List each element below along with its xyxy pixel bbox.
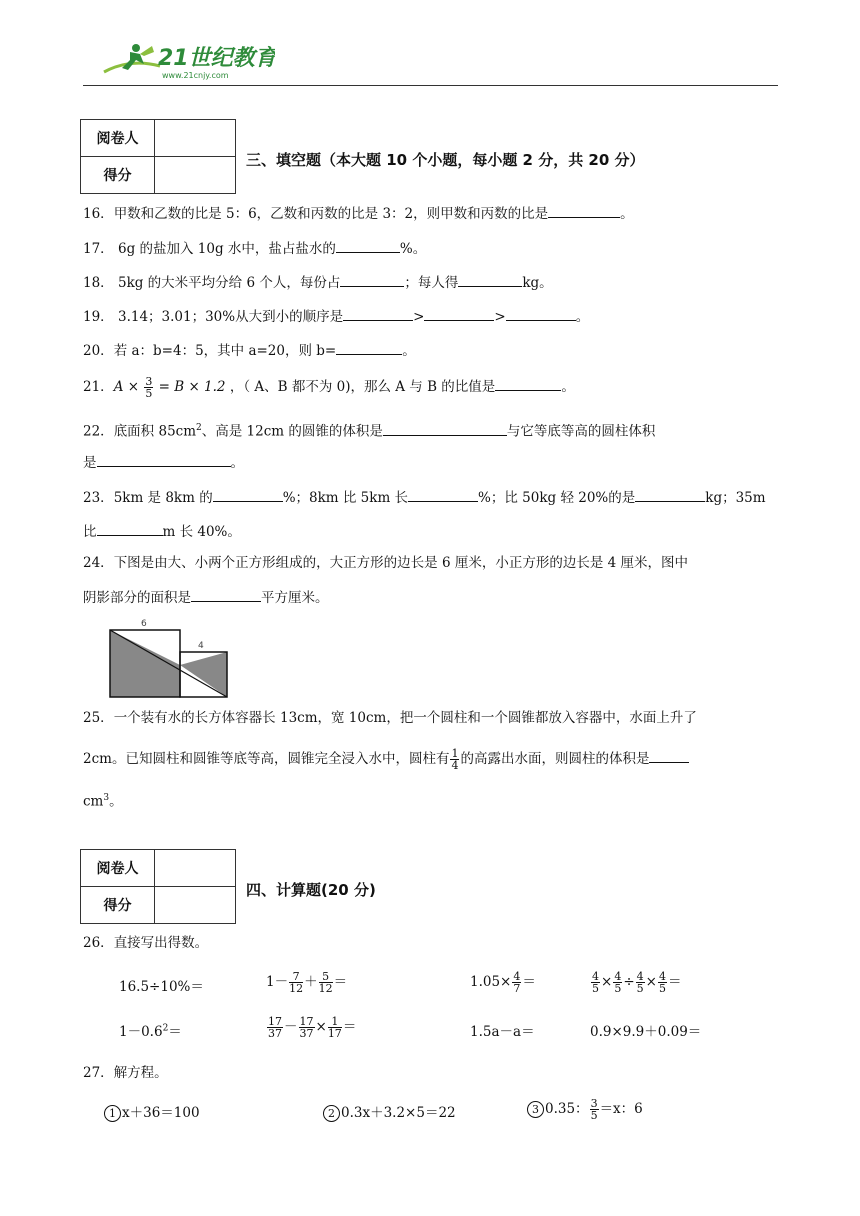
label-small-square: 4 [198, 641, 204, 651]
answer-blank[interactable] [97, 452, 231, 467]
score-label: 得分 [81, 157, 155, 194]
answer-blank[interactable] [336, 238, 400, 253]
logo-text: 21世纪教育 [158, 46, 275, 71]
score-table-section3 [80, 119, 236, 194]
question-27: 27．解方程。 [83, 1065, 168, 1081]
equation-3: 3 0.35： $\frac{3}{5}$ ＝x：6 [527, 1097, 643, 1121]
question-25-line3: $cm^3$。 [83, 793, 123, 810]
answer-blank[interactable] [191, 587, 261, 602]
answer-blank[interactable] [548, 203, 620, 218]
question-18: 18． 5kg 的大米平均分给 6 个人，每份占 ；每人得 kg。 [83, 272, 553, 293]
question-22-line2: 是 。 [83, 452, 244, 473]
answer-blank[interactable] [458, 272, 522, 287]
calc-item-1: 16.5÷10%＝ [119, 979, 204, 995]
answer-blank[interactable] [343, 306, 413, 321]
calc-item-4: $\frac{4}{5}$ × $\frac{4}{5}$ ÷ $\frac{4}{5}$ × $\frac{4}{5}$ ＝ [592, 970, 682, 995]
section3-title: 三、填空题（本大题 10 个小题，每小题 2 分，共 20 分） [246, 151, 645, 169]
score-table-section4 [80, 849, 236, 924]
calc-item-2: 1－ $\frac{7}{12}$ ＋ $\frac{5}{12}$ ＝ [266, 970, 348, 995]
squares-figure [106, 616, 236, 706]
answer-blank[interactable] [424, 306, 494, 321]
reviewer-label: 阅卷人 [81, 120, 155, 157]
question-19: 19． 3.14；3.01；30%从大到小的顺序是 > > 。 [83, 306, 589, 327]
question-17: 17． 6g 的盐加入 10g 水中，盐占盐水的 %。 [83, 238, 426, 259]
answer-blank[interactable] [495, 376, 561, 391]
answer-blank[interactable] [408, 487, 478, 502]
circled-number: 2 [323, 1105, 340, 1122]
label-big-square: 6 [141, 619, 147, 629]
score-label: 得分 [81, 887, 155, 924]
question-26: 26．直接写出得数。 [83, 935, 209, 951]
reviewer-cell[interactable] [155, 850, 236, 887]
question-25: 25．一个装有水的长方体容器长 13cm，宽 10cm，把一个圆柱和一个圆锥都放入容器中，水面上升了 [83, 710, 697, 726]
question-24: 24．下图是由大、小两个正方形组成的，大正方形的边长是 6 厘米，小正方形的边长是 4 厘米，图中 [83, 555, 689, 571]
answer-blank[interactable] [506, 306, 576, 321]
site-logo [100, 38, 275, 88]
question-25-line2: 2cm。已知圆柱和圆锥等底等高，圆锥完全浸入水中，圆柱有 $\frac{1}{4}$ 的高露出水面，则圆柱的体积是 [83, 748, 689, 771]
question-24-line2: 阴影部分的面积是 平方厘米。 [83, 587, 329, 608]
reviewer-cell[interactable] [155, 120, 236, 157]
answer-blank[interactable] [635, 487, 705, 502]
answer-blank[interactable] [383, 421, 507, 436]
question-21: 21．A × $\frac{3}{5}$ = B × 1.2 ，（ A、B 都不为 0)，那么 A 与 B 的比值是 。 [83, 375, 575, 400]
equation-1: 1 x＋36＝100 [104, 1101, 200, 1122]
circled-number: 1 [104, 1105, 121, 1122]
calc-item-7: 1.5a－a＝ [470, 1024, 535, 1040]
score-cell[interactable] [155, 157, 236, 194]
question-22: 22．底面积 $85cm^2$、高是 12cm 的圆锥的体积是 与它等底等高的圆柱体积 [83, 418, 655, 442]
reviewer-label: 阅卷人 [81, 850, 155, 887]
answer-blank[interactable] [336, 340, 402, 355]
calc-item-8: 0.9×9.9＋0.09＝ [590, 1024, 702, 1040]
question-16: 16．甲数和乙数的比是 5：6，乙数和丙数的比是 3：2，则甲数和丙数的比是 。 [83, 203, 634, 224]
question-20: 20．若 a：b=4：5，其中 a=20，则 b= 。 [83, 340, 416, 361]
section4-title: 四、计算题(20 分) [246, 881, 376, 899]
answer-blank[interactable] [340, 272, 404, 287]
calc-item-5: $1-0.6^2=$ [119, 1023, 182, 1040]
score-cell[interactable] [155, 887, 236, 924]
calc-item-3: 1.05× $\frac{4}{7}$ ＝ [470, 970, 536, 995]
calc-item-6: $\frac{17}{37}$ － $\frac{17}{37}$ × $\frac{1}{17}$ ＝ [268, 1015, 357, 1040]
logo-url: www.21cnjy.com [162, 71, 229, 80]
fraction: $\frac{3}{5}$ [145, 375, 153, 400]
circled-number: 3 [527, 1101, 544, 1118]
answer-blank[interactable] [213, 487, 283, 502]
question-23-line2: 比 m 长 40%。 [83, 521, 241, 542]
question-23: 23．5km 是 8km 的 %；8km 比 5km 长 %；比 50kg 轻 20%的是 kg；35m [83, 487, 766, 508]
answer-blank[interactable] [649, 748, 689, 763]
equation-2: 2 0.3x＋3.2×5＝22 [323, 1101, 456, 1122]
fraction: $\frac{1}{4}$ [451, 747, 459, 772]
header-divider [83, 85, 778, 86]
answer-blank[interactable] [97, 521, 163, 536]
